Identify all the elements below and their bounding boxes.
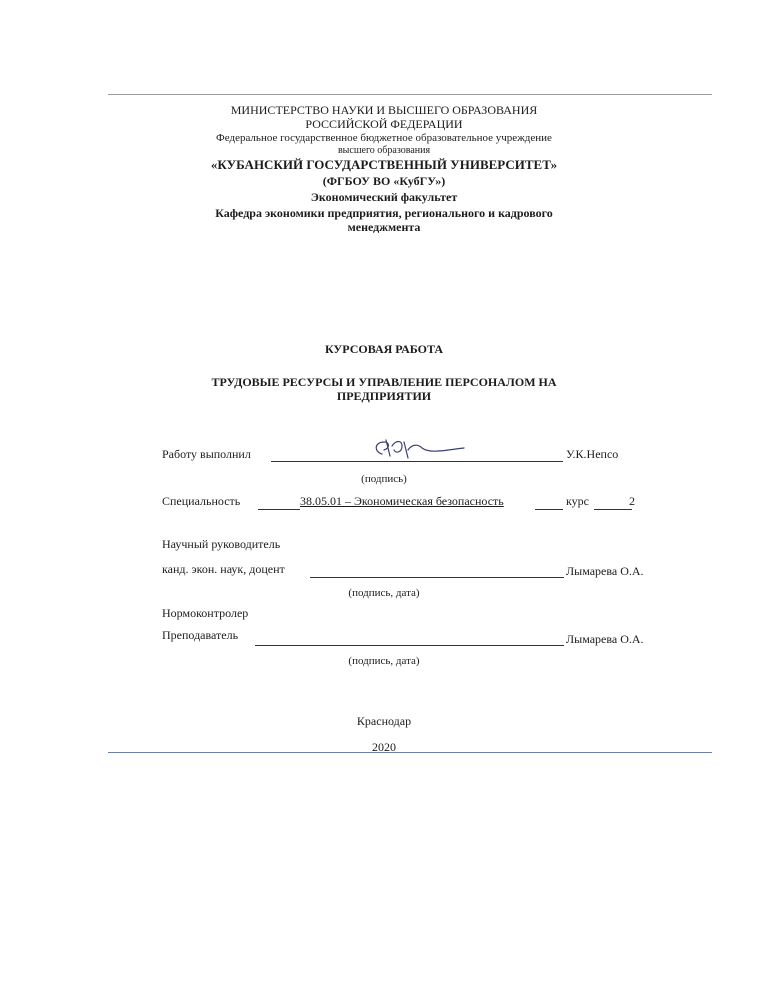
course-label: курс	[566, 494, 589, 508]
course-value: 2	[629, 494, 635, 508]
department-line-1: Кафедра экономики предприятия, регионального и кадрового	[215, 206, 553, 220]
supervisor-label: Научный руководитель	[162, 537, 281, 551]
course-line	[594, 509, 632, 510]
normcontrol-signature-line	[255, 645, 564, 646]
institution-type-line-1: Федеральное государственное бюджетное образовательное учреждение	[216, 132, 552, 144]
normcontrol-caption: (подпись, дата)	[348, 655, 420, 667]
work-title-line-1: ТРУДОВЫЕ РЕСУРСЫ И УПРАВЛЕНИЕ ПЕРСОНАЛОМ НА	[211, 375, 557, 389]
city: Краснодар	[356, 714, 412, 728]
ministry-line-1: МИНИСТЕРСТВО НАУКИ И ВЫСШЕГО ОБРАЗОВАНИЯ	[230, 103, 538, 117]
university-name: «КУБАНСКИЙ ГОСУДАРСТВЕННЫЙ УНИВЕРСИТЕТ»	[210, 157, 558, 172]
author-label: Работу выполнил	[162, 447, 251, 461]
author-name: У.К.Непсо	[566, 447, 619, 461]
specialty-lead-line	[258, 509, 300, 510]
specialty-label: Специальность	[162, 494, 241, 508]
normcontrol-label: Нормоконтролер	[162, 606, 249, 620]
supervisor-signature-line	[310, 577, 564, 578]
ministry-line-2: РОССИЙСКОЙ ФЕДЕРАЦИИ	[305, 117, 463, 131]
work-title-line-2: ПРЕДПРИЯТИИ	[336, 389, 432, 403]
bottom-rule	[108, 752, 712, 753]
signature-mark	[368, 436, 468, 464]
specialty-trail-line	[535, 509, 563, 510]
specialty-value: 38.05.01 – Экономическая безопасность	[300, 494, 504, 508]
work-type: КУРСОВАЯ РАБОТА	[324, 342, 444, 356]
department-line-2: менеджмента	[347, 220, 421, 234]
author-signature-caption: (подпись)	[361, 473, 407, 485]
supervisor-caption: (подпись, дата)	[348, 587, 420, 599]
institution-type-line-2: высшего образования	[337, 145, 431, 156]
supervisor-degree: канд. экон. наук, доцент	[162, 562, 285, 576]
supervisor-name: Лымарева О.А.	[566, 564, 644, 578]
normcontrol-name: Лымарева О.А.	[566, 632, 644, 646]
faculty: Экономический факультет	[310, 190, 458, 204]
university-abbr: (ФГБОУ ВО «КубГУ»)	[322, 174, 446, 188]
top-rule	[108, 94, 712, 95]
year: 2020	[372, 740, 396, 754]
normcontrol-role: Преподаватель	[162, 628, 239, 642]
